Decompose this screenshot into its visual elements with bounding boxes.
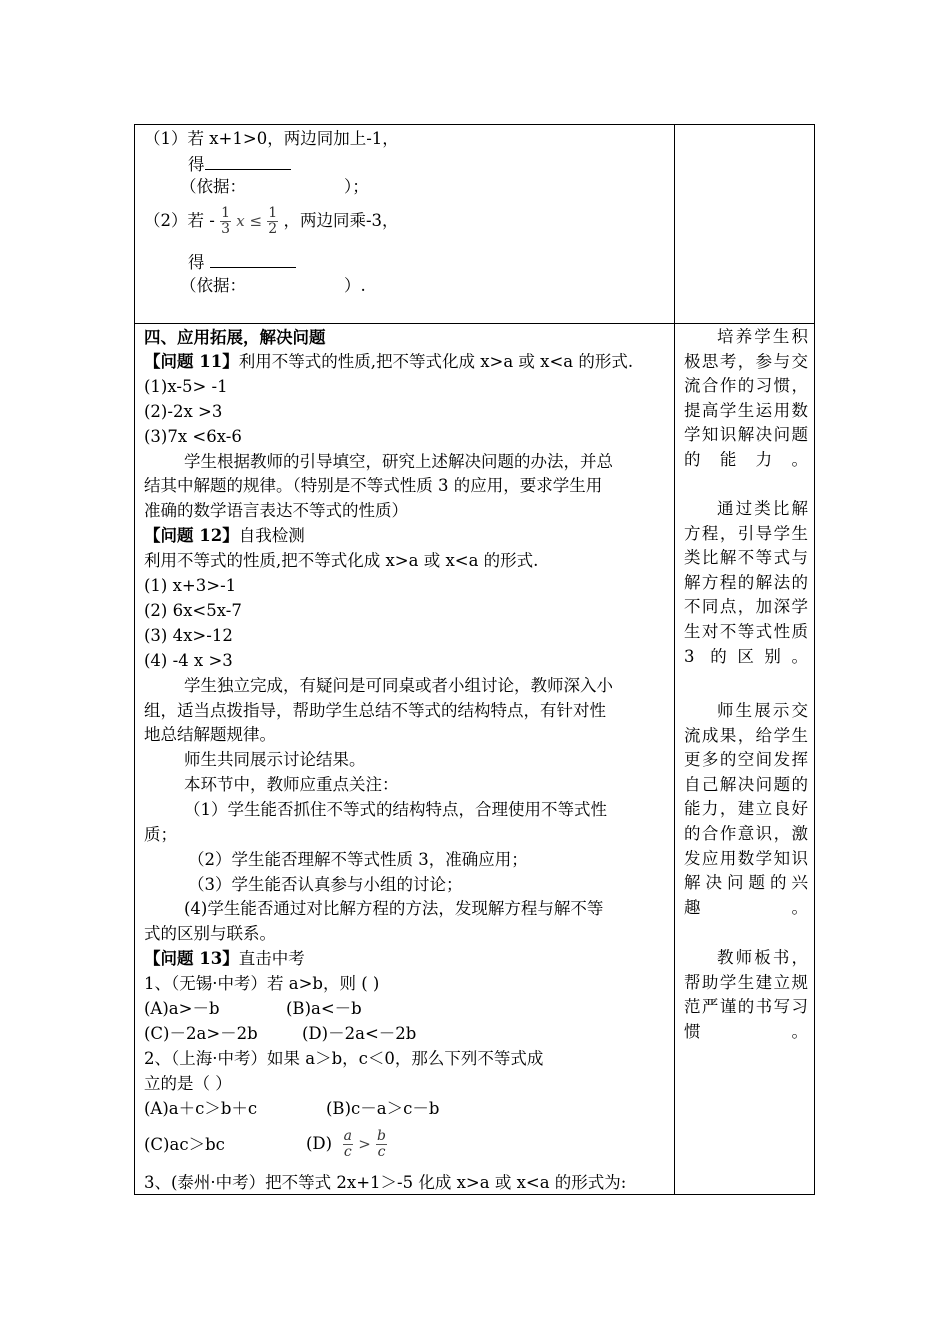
- top-line-4: [144, 203, 399, 243]
- exam-2-option-d: [306, 1124, 387, 1168]
- exam-2-option-b: (B)c－a＞c－b: [326, 1099, 440, 1118]
- frac-c-1: c: [343, 1144, 352, 1160]
- top-line-2: [188, 153, 291, 176]
- basis-label-1: （依据：: [180, 177, 246, 196]
- para3: 师生共同展示讨论结果。: [184, 750, 366, 769]
- exam-1-option-b: (B)a<－b: [286, 999, 362, 1018]
- side-note-3: 师生展示交流成果，给学生更多的空间发挥自己解决问题的能力，建立良好的合作意识，激发应用数学知识解决问题的兴趣。: [684, 701, 808, 917]
- answer-blank-1[interactable]: [205, 153, 291, 170]
- q13-label: 【问题 13】: [144, 949, 239, 968]
- frac-c-2: c: [377, 1144, 386, 1160]
- top-line-5: [188, 251, 296, 274]
- top-line-4-prefix: （2）若 -: [144, 211, 215, 230]
- fraction-b-over-c: [376, 1129, 387, 1160]
- focus-3: （3）学生能否认真参与小组的讨论；: [188, 875, 463, 894]
- top-line-3: [180, 176, 369, 198]
- q12-text: 利用不等式的性质,把不等式化成 x>a 或 x<a 的形式.: [144, 551, 539, 570]
- fraction-one-third: [220, 206, 231, 237]
- exam-1-option-a: (A)a>－b: [144, 999, 220, 1018]
- exam-3: 3、(泰州·中考）把不等式 2x+1＞-5 化成 x>a 或 x<a 的形式为:: [144, 1173, 627, 1192]
- frac2-num: 1: [268, 205, 278, 221]
- frac-b: b: [377, 1128, 387, 1144]
- side-note-2: 通过类比解方程，引导学生类比解不等式与解方程的解法的不同点，加深学生对不等式性质 3 的区别。: [684, 499, 808, 666]
- section-heading: 四、应用拓展，解决问题: [144, 328, 326, 347]
- side-note-1: 培养学生积极思考，参与交流合作的习惯，提高学生运用数学知识解决问题的能力。: [684, 327, 808, 469]
- q11-text: 利用不等式的性质,把不等式化成 x>a 或 x<a 的形式.: [238, 352, 634, 371]
- q11-line: [144, 351, 633, 373]
- fraction-a-over-c: [343, 1129, 353, 1160]
- fraction-one-half: [267, 206, 278, 237]
- side-note-4: 教师板书，帮助学生建立规范严谨的书写习惯。: [684, 948, 808, 1041]
- q12-item-1: (1) x+3>-1: [144, 576, 237, 595]
- focus-1: （1）学生能否抓住不等式的结构特点，合理使用不等式性: [184, 800, 607, 819]
- para1-line-1: 学生根据教师的引导填空，研究上述解决问题的办法，并总: [184, 452, 613, 471]
- basis-close-1: ）；: [344, 177, 369, 196]
- q11-item-2: (2)-2x >3: [144, 402, 223, 421]
- basis-close-2: ）.: [344, 276, 366, 295]
- row-divider: [134, 323, 815, 324]
- exam-1-option-c: (C)－2a>－2b: [144, 1024, 258, 1043]
- q12-title: 自我检测: [238, 526, 305, 545]
- column-divider: [674, 124, 675, 1195]
- q12-item-2: (2) 6x<5x-7: [144, 601, 242, 620]
- para4: 本环节中，教师应重点关注：: [184, 775, 399, 794]
- top-line-4-suffix: ，两边同乘-3，: [283, 211, 399, 230]
- frac-a: a: [343, 1128, 352, 1144]
- focus-4: (4)学生能否通过对比解方程的方法，发现解方程与解不等: [184, 899, 604, 918]
- greater-than: >: [358, 1135, 371, 1153]
- answer-blank-2[interactable]: [210, 251, 296, 268]
- exam-2-option-c: (C)ac＞bc: [144, 1135, 225, 1154]
- frac2-den: 2: [268, 221, 278, 237]
- para1-line-3: 准确的数学语言表达不等式的性质）: [144, 501, 408, 520]
- q11-label: 【问题 11】: [144, 352, 239, 371]
- q13-title: 直击中考: [238, 949, 305, 968]
- exam-1: 1、（无锡·中考）若 a>b，则 ( ): [144, 974, 380, 993]
- para1-line-2: 结其中解题的规律。（特别是不等式性质 3 的应用，要求学生用: [144, 476, 603, 495]
- top-line-2-prefix: 得: [188, 155, 205, 174]
- exam-2-option-d-label: (D): [306, 1134, 333, 1153]
- q13-line: [144, 948, 305, 970]
- q12-line: [144, 525, 305, 547]
- q12-item-3: (3) 4x>-12: [144, 626, 233, 645]
- frac1-num: 1: [221, 205, 230, 221]
- exam-1-option-d: (D)－2a<－2b: [302, 1024, 417, 1043]
- top-line-5-prefix: 得: [188, 253, 205, 272]
- para2-line-1: 学生独立完成，有疑问是可同桌或者小组讨论，教师深入小: [184, 676, 613, 695]
- q12-item-4: (4) -4 x >3: [144, 651, 233, 670]
- basis-label-2: （依据：: [180, 276, 246, 295]
- q12-label: 【问题 12】: [144, 526, 239, 545]
- focus-4-cont: 式的区别与联系。: [144, 924, 276, 943]
- para2-line-2: 组，适当点拨指导，帮助学生总结不等式的结构特点，有针对性: [144, 701, 606, 720]
- focus-1-cont: 质；: [144, 825, 177, 844]
- exam-2-line-1: 2、（上海·中考）如果 a＞b，c＜0，那么下列不等式成: [144, 1049, 544, 1068]
- ineq-mid: x ≤: [236, 212, 263, 230]
- focus-2: （2）学生能否理解不等式性质 3，准确应用；: [188, 850, 528, 869]
- q11-item-3: (3)7x <6x-6: [144, 427, 242, 446]
- para2-line-3: 地总结解题规律。: [144, 725, 276, 744]
- exam-2-option-a: (A)a＋c＞b＋c: [144, 1099, 258, 1118]
- top-line-1: （1）若 x+1>0，两边同加上-1，: [144, 129, 399, 148]
- frac1-den: 3: [221, 221, 230, 237]
- exam-2-line-2: 立的是（ ）: [144, 1074, 232, 1093]
- top-line-6: [180, 275, 366, 297]
- q11-item-1: (1)x-5> -1: [144, 377, 228, 396]
